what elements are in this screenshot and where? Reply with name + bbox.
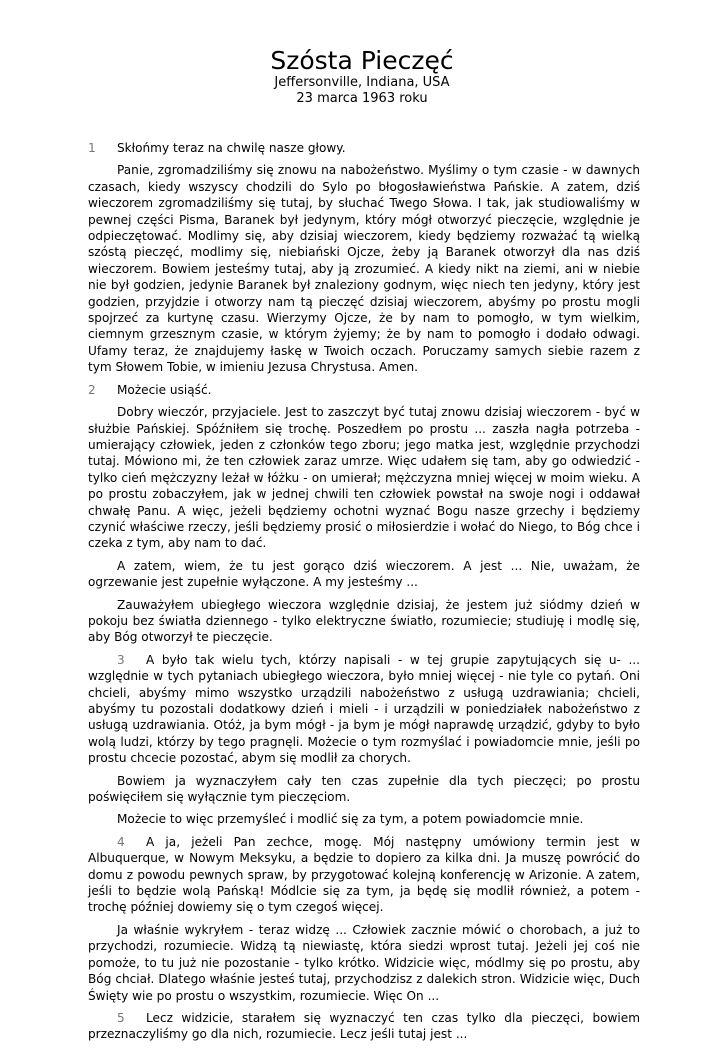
sermon-body xyxy=(88,140,640,1049)
paragraph-number: 1 xyxy=(88,141,96,155)
paragraph-numbered xyxy=(88,1010,640,1043)
paragraph: Dobry wieczór, przyjaciele. Jest to zaszczyt być tutaj znowu dzisiaj wieczorem - być w służbie Pańskiej. Spóźniłem się trochę. Poszedłem po prostu ... zaszła nagła potrzeba - umierający człowiek, jeden z członków tego zboru; jego matka jest, względnie przychodzi tutaj. Mówiono mi, że ten człowiek zaraz umrze. Więc udałem się tam, aby go odwiedzić - tylko cień mężczyzny leżał w łóżku - on umierał; mężczyzna mniej więcej w moim wieku. A po prostu zobaczyłem, jak w jednej chwili ten człowiek powstał na swoje nogi i oddawał chwałę Panu. A więc, jeżeli będziemy ochotni wyznać Bogu nasze grzechy i będziemy czynić właściwe rzeczy, jeśli będziemy prosić o miłosierdzie i wołać do Niego, to Bóg chce i czeka z tym, aby nam to dać. xyxy=(88,405,640,551)
sermon-place: Jeffersonville, Indiana, USA xyxy=(274,75,450,90)
paragraph: Panie, zgromadziliśmy się znowu na nabożeństwo. Myślimy o tym czasie - w dawnych czasach, kiedy wszyscy chodzili do Sylo po błogosławieństwa Pańskie. A zatem, dziś wieczorem zgromadziliśmy się tutaj, by słuchać Twego Słowa. I tak, jak studiowaliśmy w pewnej części Pisma, Baranek był jedynym, który mógł otworzyć pieczęcie, względnie je odpieczętować. Modlimy się, aby dzisiaj wieczorem, kiedy będziemy rozważać tą wielką szóstą pieczęć, modlimy się, niebiański Ojcze, żeby ją Baranek otworzył dla nas dziś wieczorem. Bowiem jesteśmy tutaj, aby ją zrozumieć. A kiedy nikt na ziemi, ani w niebie nie był godzien, jedynie Baranek był znaleziony godnym, więc niech ten jedyny, który jest godzien, przyjdzie i otworzy nam tą pieczęć dzisiaj wieczorem, abyśmy po prostu mogli spojrzeć za kurtynę czasu. Wierzymy Ojcze, że by nam to pomogło, w tym wielkim, ciemnym grzesznym czasie, w którym żyjemy; że by nam to pomogło i dodało odwagi. Ufamy teraz, że znajdujemy łaskę w Twoich oczach. Poruczamy samych siebie razem z tym Słowem Tobie, w imieniu Jezusa Chrystusa. Amen. xyxy=(88,163,640,375)
paragraph-text: Możecie usiąść. xyxy=(117,382,212,397)
paragraph-number: 5 xyxy=(117,1010,125,1025)
paragraph-text: Lecz widzicie, starałem się wyznaczyć ten czas tylko dla pieczęci, bowiem przeznaczyliśmy go dla nich, rozumiecie. Lecz jeśli tutaj jest ... xyxy=(88,1010,640,1042)
paragraph-text: A było tak wielu tych, którzy napisali - w tej grupie zapytujących się u- ... względnie w tych pytaniach ubiegłego wieczora, było mniej więcej - nie tyle co pytań. Oni chcieli, abyśmy mimo wszystko urządzili nabożeństwo z usługą uzdrawiania; chcieli, abyśmy tu pozostali dodatkowy dzień i mieli - i urządzili w poniedziałek nabożeństwo z usługą uzdrawiania. Otóż, ja bym mógł - ja bym je mógł naprawdę urządzić, gdyby to było wolą ludzi, którzy by tego pragnęli. Możecie o tym rozmyślać i powiadomcie mnie, jeśli po prostu chcecie pozostać, abym się modlił za chorych. xyxy=(88,652,640,766)
paragraph-numbered xyxy=(88,652,640,767)
paragraph-text: A ja, jeżeli Pan zechce, mogę. Mój następny umówiony termin jest w Albuquerque, w Nowym Meksyku, a będzie to dopiero za kilka dni. Ja muszę powrócić do domu z powodu pewnych spraw, by przygotować kolejną konferencję w Arizonie. A zatem, jeśli to będzie wolą Pańską! Módlcie się za tym, ja będę się modlił również, a potem - trochę później dowiemy się o tym czegoś więcej. xyxy=(88,834,640,915)
paragraph-numbered xyxy=(88,382,640,398)
document-header xyxy=(0,0,724,107)
paragraph-number: 4 xyxy=(117,834,125,849)
paragraph-numbered xyxy=(88,834,640,916)
paragraph: Zauważyłem ubiegłego wieczora względnie dzisiaj, że jestem już siódmy dzień w pokoju bez światła dziennego - tylko elektryczne światło, rozumiecie; studiuję i modlę się, aby Bóg otworzył te pieczęcie. xyxy=(88,597,640,645)
sermon-date: 23 marca 1963 roku xyxy=(296,91,428,106)
paragraph-text: Skłońmy teraz na chwilę nasze głowy. xyxy=(117,141,346,155)
paragraph: Możecie to więc przemyśleć i modlić się za tym, a potem powiadomcie mnie. xyxy=(117,812,584,827)
paragraph-numbered xyxy=(88,140,640,156)
paragraph: Ja właśnie wykryłem - teraz widzę ... Człowiek zacznie mówić o chorobach, a już to przychodzi, rozumiecie. Widzą tą niewiastę, która siedzi wprost tutaj. Jeżeli jej coś nie pomoże, to tu już nie pozostanie - tylko krótko. Widzicie więc, módlmy się po prostu, aby Bóg chciał. Dlatego właśnie jesteś tutaj, przychodzisz z dalekich stron. Widzicie więc, Duch Święty wie po prostu o wszystkim, rozumiecie. Więc On ... xyxy=(88,922,640,1003)
paragraph-number: 3 xyxy=(117,652,125,667)
paragraph: A zatem, wiem, że tu jest gorąco dziś wieczorem. A jest ... Nie, uważam, że ogrzewanie jest zupełnie wyłączone. A my jesteśmy ... xyxy=(88,558,640,590)
page-title: Szósta Pieczęć xyxy=(270,46,454,75)
paragraph-number: 2 xyxy=(88,382,96,397)
paragraph: Bowiem ja wyznaczyłem cały ten czas zupełnie dla tych pieczęci; po prostu poświęciłem się wyłącznie tym pieczęciom. xyxy=(88,773,640,805)
